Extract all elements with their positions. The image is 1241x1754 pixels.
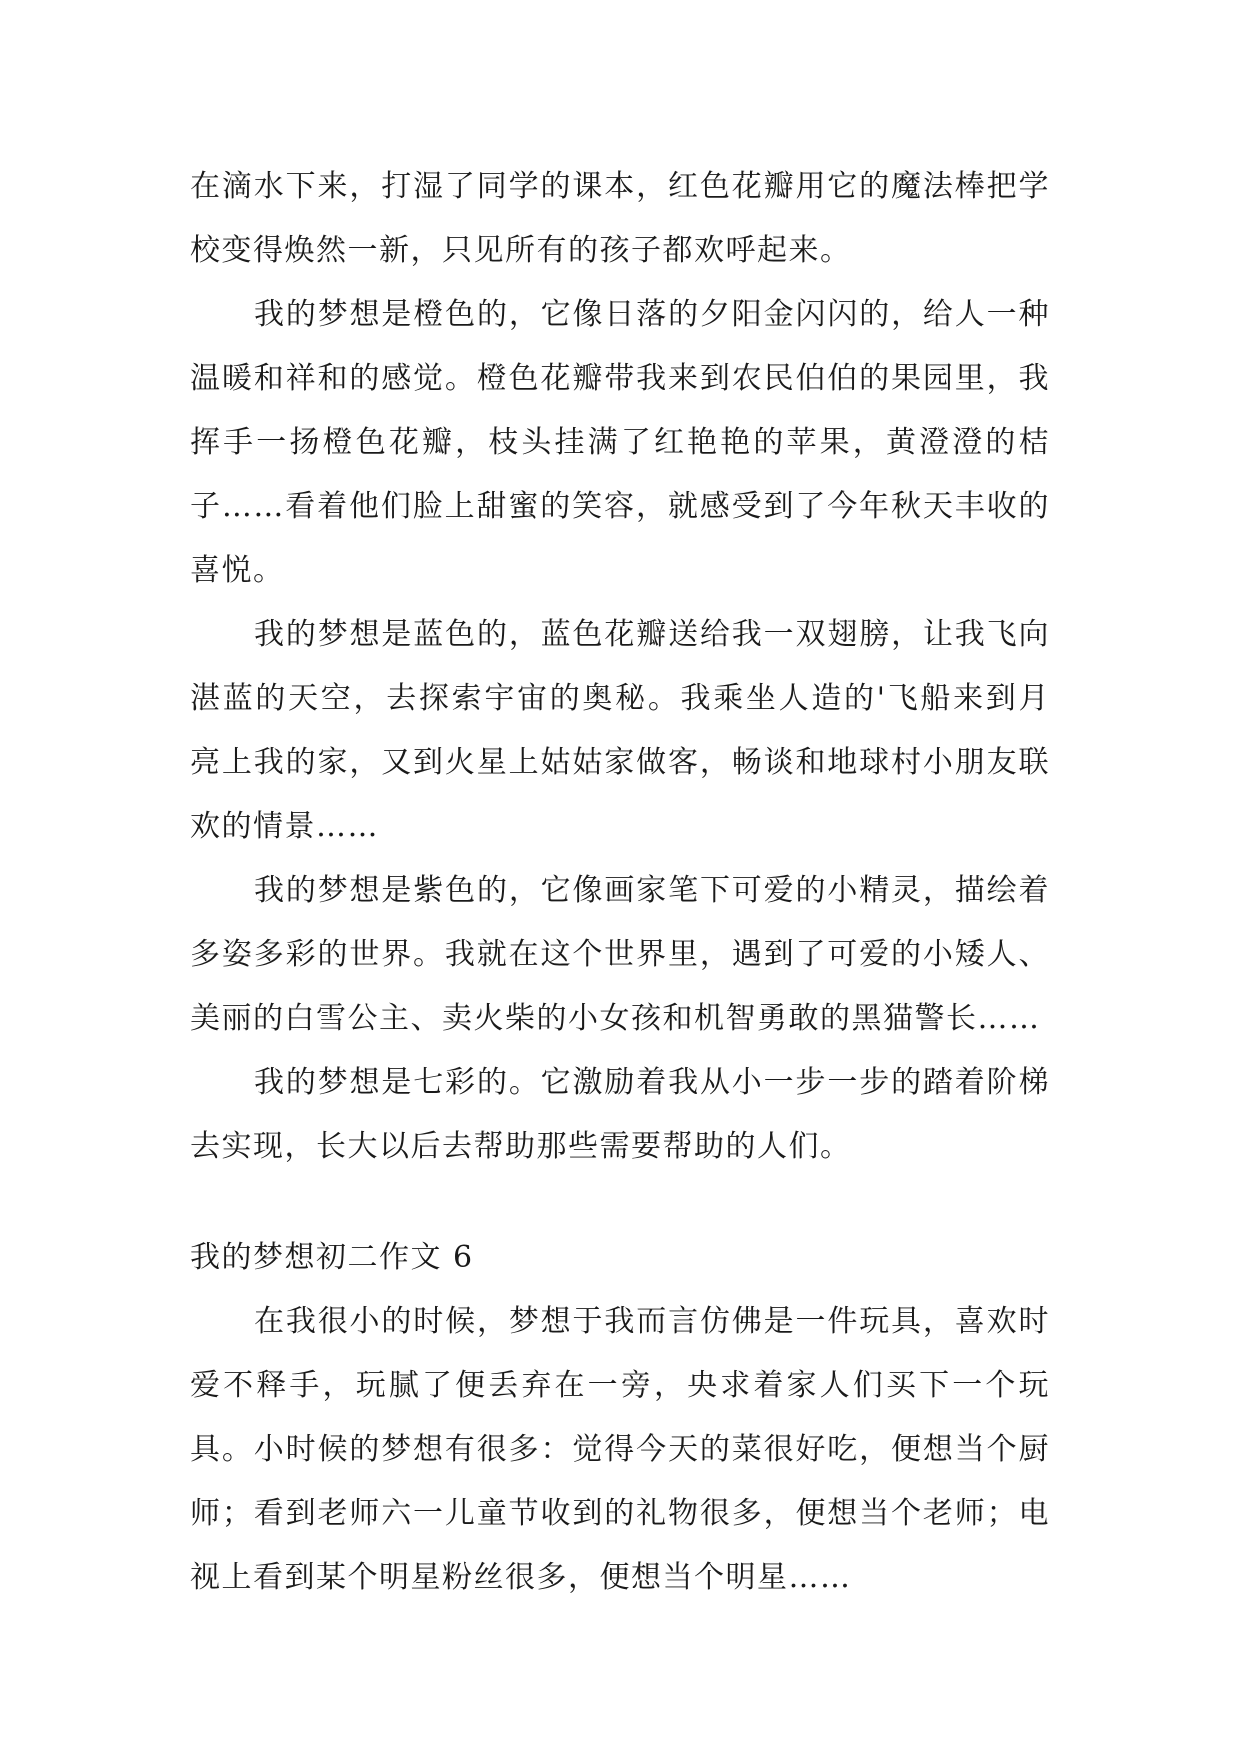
paragraph-continuation: 在滴水下来，打湿了同学的课本，红色花瓣用它的魔法棒把学校变得焕然一新，只见所有的孩子都欢呼起来。 [190, 169, 1050, 268]
paragraph-blue-dream: 我的梦想是蓝色的，蓝色花瓣送给我一双翅膀，让我飞向湛蓝的天空，去探索宇宙的奥秘。我乘坐人造的'飞船来到月亮上我的家，又到火星上姑姑家做客，畅谈和地球村小朋友联欢的情景…… [190, 617, 1050, 844]
document-body [190, 155, 1050, 1610]
paragraph-colorful-dream: 我的梦想是七彩的。它激励着我从小一步一步的踏着阶梯去实现，长大以后去帮助那些需要帮助的人们。 [190, 1065, 1050, 1164]
paragraph-childhood-dreams: 在我很小的时候，梦想于我而言仿佛是一件玩具，喜欢时爱不释手，玩腻了便丢弃在一旁，央求着家人们买下一个玩具。小时候的梦想有很多：觉得今天的菜很好吃，便想当个厨师；看到老师六一儿童节收到的礼物很多，便想当个老师；电视上看到某个明星粉丝很多，便想当个明星…… [190, 1304, 1050, 1595]
paragraph-orange-dream: 我的梦想是橙色的，它像日落的夕阳金闪闪的，给人一种温暖和祥和的感觉。橙色花瓣带我来到农民伯伯的果园里，我挥手一扬橙色花瓣，枝头挂满了红艳艳的苹果，黄澄澄的桔子……看着他们脸上甜蜜的笑容，就感受到了今年秋天丰收的喜悦。 [190, 297, 1050, 588]
section-heading: 我的梦想初二作文 6 [190, 1240, 474, 1275]
paragraph-purple-dream: 我的梦想是紫色的，它像画家笔下可爱的小精灵，描绘着多姿多彩的世界。我就在这个世界里，遇到了可爱的小矮人、美丽的白雪公主、卖火柴的小女孩和机智勇敢的黑猫警长…… [190, 873, 1050, 1036]
